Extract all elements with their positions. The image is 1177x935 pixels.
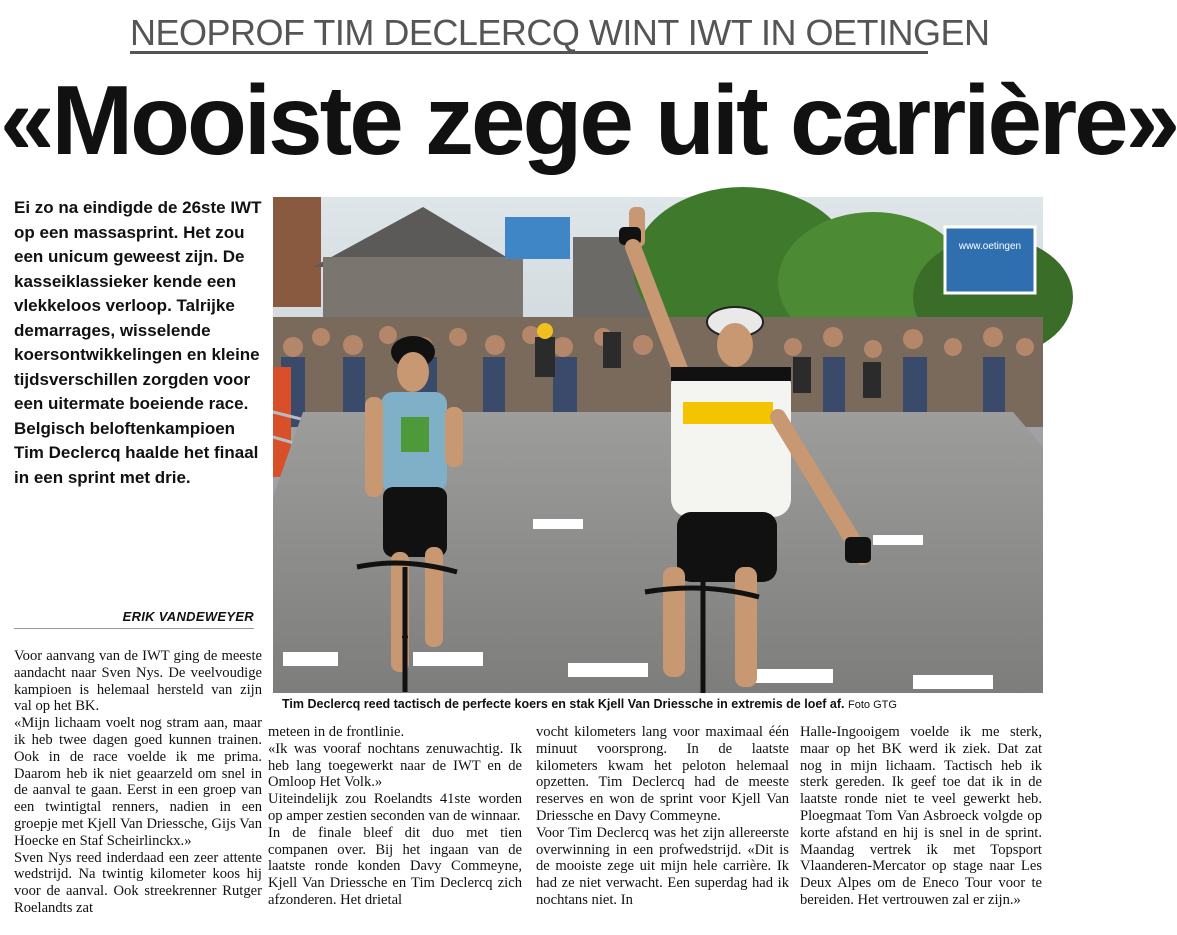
body-column-4 [800, 724, 1042, 909]
body-column-1 [14, 648, 262, 917]
photo-illustration [273, 197, 1043, 693]
paragraph: Uiteindelijk zou Roelandts 41ste worden op amper zestien seconden van de winnaar. [268, 791, 522, 824]
paragraph: Voor aanvang van de IWT ging de meeste aandacht naar Sven Nys. De veelvoudige kampioen is helemaal hersteld van zijn val op het BK. [14, 648, 262, 715]
body-column-3 [536, 724, 789, 909]
byline-divider [14, 628, 254, 629]
byline: ERIK VANDEWEYER [122, 609, 254, 624]
race-photo [273, 197, 1043, 693]
paragraph: Voor Tim Declercq was het zijn allereerste overwinning in een profwedstrijd. «Dit is de mooiste zege uit mijn hele carrière. Ik had ze niet verwacht. Een superdag had ik nochtans niet. In [536, 824, 789, 908]
caption-text: Tim Declercq reed tactisch de perfecte koers en stak Kjell Van Driessche in extremis de loef af. [282, 697, 845, 711]
article-intro [14, 196, 262, 490]
paragraph: Sven Nys reed inderdaad een zeer attente wedstrijd. Na twintig kilometer koos hij voor de aanval. Ook streekrenner Rutger Roelandts zat [14, 849, 262, 916]
paragraph: «Ik was vooraf nochtans zenuwachtig. Ik heb lang toegewerkt naar de IWT en de Omloop Het Volk.» [268, 740, 522, 791]
intro-text: Ei zo na eindigde de 26ste IWT op een massasprint. Het zou een unicum geweest zijn. De kasseiklassieker kende een vlekkeloos verloop. Talrijke demarrages, wisselende koersontwikkelingen en kleine tijdsverschillen zorgden voor een uitermate boeiende race. Belgisch beloftenkampioen Tim Declercq haalde het finaal in een sprint met drie. [14, 198, 262, 487]
paragraph: In de finale bleef dit duo met tien companen over. Bij het ingaan van de laatste ronde konden Davy Commeyne, Kjell Van Driessche en Tim Declercq zich afzonderen. Het drietal [268, 824, 522, 908]
article-headline: «Mooiste zege uit carrière» [0, 65, 1177, 175]
paragraph: Halle-Ingooigem voelde ik me sterk, maar op het BK werd ik ziek. Dat zat nog in mijn lichaam. Tactisch heb ik sterk gereden. Ik geef toe dat ik in de laatste ronde niet te veel gewerkt heb. Ploegmaat Tom Van Asbroeck volgde op korte afstand en hij is snel in de sprint. Maandag vertrek ik met Topsport Vlaanderen-Mercator op stage naar Les Deux Alpes om de Eneco Tour voor te bereiden. Het vertrouwen zal er zijn.» [800, 724, 1042, 908]
article-kicker: NEOPROF TIM DECLERCQ WINT IWT IN OETINGEN [130, 12, 990, 53]
banner-text: www.oetingen [958, 241, 1022, 252]
paragraph: meteen in de frontlinie. [268, 724, 405, 740]
paragraph: vocht kilometers lang voor maximaal één minuut voorsprong. In de laatste kilometers kwam het peloton helemaal opzetten. Tim Declercq had de meeste reserves en won de sprint voor Kjell Van Driessche en Davy Commeyne. [536, 724, 789, 824]
body-column-2 [268, 724, 522, 909]
photo-credit: Foto GTG [848, 699, 897, 711]
photo-caption [282, 696, 1042, 713]
paragraph: «Mijn lichaam voelt nog stram aan, maar ik heb twee dagen goed kunnen trainen. Ook in de race voelde ik me prima. Daarom heb ik niet geaarzeld om snel in de aanval te gaan. Eerst in een groep van een twintigtal renners, nadien in een groepje met Kjell Van Driessche, Gijs Van Hoecke en Staf Scheirlinckx.» [14, 715, 262, 849]
